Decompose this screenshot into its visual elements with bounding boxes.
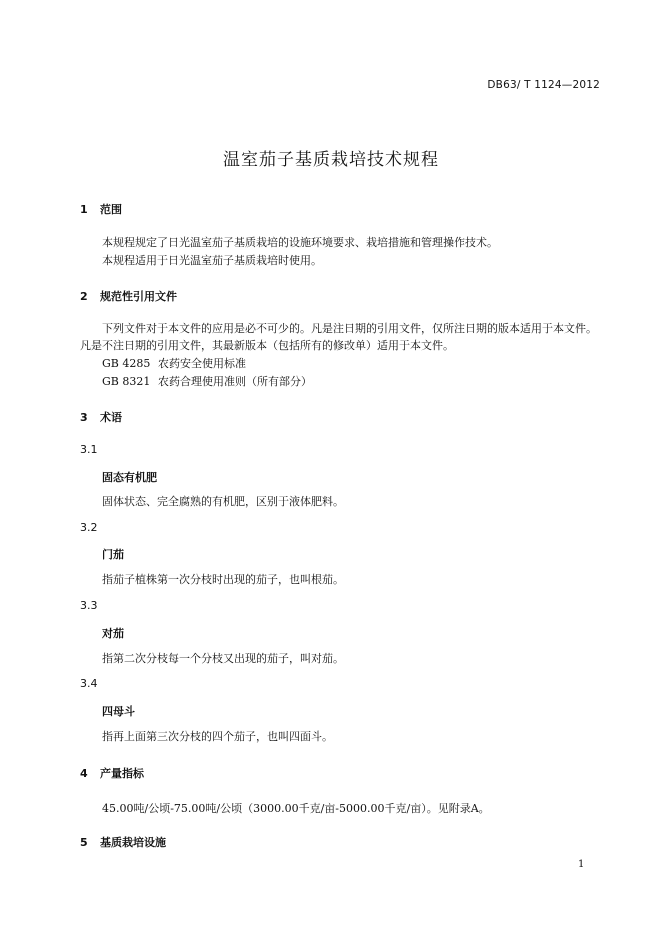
term-number: 3.2 xyxy=(80,521,98,534)
references-paragraph: 下列文件对于本文件的应用是必不可少的。凡是注日期的引用文件，仅所注日期的版本适用于本文件。凡是不注日期的引用文件，其最新版本（包括所有的修改单）适用于本文件。 xyxy=(80,322,597,352)
reference-code: GB 4285 xyxy=(102,357,151,370)
reference-item xyxy=(102,373,312,389)
term-number: 3.3 xyxy=(80,599,98,612)
term-name: 固态有机肥 xyxy=(102,471,157,484)
section-title: 范围 xyxy=(100,203,122,216)
term-definition: 指第二次分枝每一个分枝又出现的茄子，叫对茄。 xyxy=(102,652,344,665)
term-number: 3.1 xyxy=(80,443,98,456)
scope-paragraph-2: 本规程适用于日光温室茄子基质栽培时使用。 xyxy=(102,254,322,267)
section-title: 基质栽培设施 xyxy=(100,836,166,849)
term-definition: 指再上面第三次分枝的四个茄子，也叫四面斗。 xyxy=(102,730,333,743)
section-heading-terms xyxy=(80,409,122,425)
yield-paragraph: 45.00吨/公顷-75.00吨/公顷（3000.00千克/亩-5000.00千克/亩）。见附录A。 xyxy=(102,802,490,815)
section-title: 术语 xyxy=(100,411,122,424)
standard-code: DB63/ T 1124—2012 xyxy=(487,79,600,91)
term-definition: 固体状态、完全腐熟的有机肥，区别于液体肥料。 xyxy=(102,495,344,508)
page-number: 1 xyxy=(578,859,585,870)
section-number: 1 xyxy=(80,203,88,216)
reference-title: 农药安全使用标准 xyxy=(158,357,246,370)
section-heading-substrate-facilities xyxy=(80,834,166,850)
section-heading-yield xyxy=(80,765,144,781)
term-name: 对茄 xyxy=(102,627,124,640)
term-definition: 指茄子植株第一次分枝时出现的茄子，也叫根茄。 xyxy=(102,573,344,586)
document-title: 温室茄子基质栽培技术规程 xyxy=(223,150,439,170)
term-name: 门茄 xyxy=(102,548,124,561)
section-number: 2 xyxy=(80,290,88,303)
section-title: 规范性引用文件 xyxy=(100,290,177,303)
section-title: 产量指标 xyxy=(100,767,144,780)
reference-title: 农药合理使用准则（所有部分） xyxy=(158,375,312,388)
term-name: 四母斗 xyxy=(102,705,135,718)
term-number: 3.4 xyxy=(80,677,98,690)
reference-code: GB 8321 xyxy=(102,375,151,388)
section-heading-normative-references xyxy=(80,288,177,304)
section-heading-scope xyxy=(80,201,122,217)
section-number: 4 xyxy=(80,767,88,780)
reference-item xyxy=(102,355,246,371)
section-number: 3 xyxy=(80,411,88,424)
section-number: 5 xyxy=(80,836,88,849)
scope-paragraph-1: 本规程规定了日光温室茄子基质栽培的设施环境要求、栽培措施和管理操作技术。 xyxy=(102,236,498,249)
